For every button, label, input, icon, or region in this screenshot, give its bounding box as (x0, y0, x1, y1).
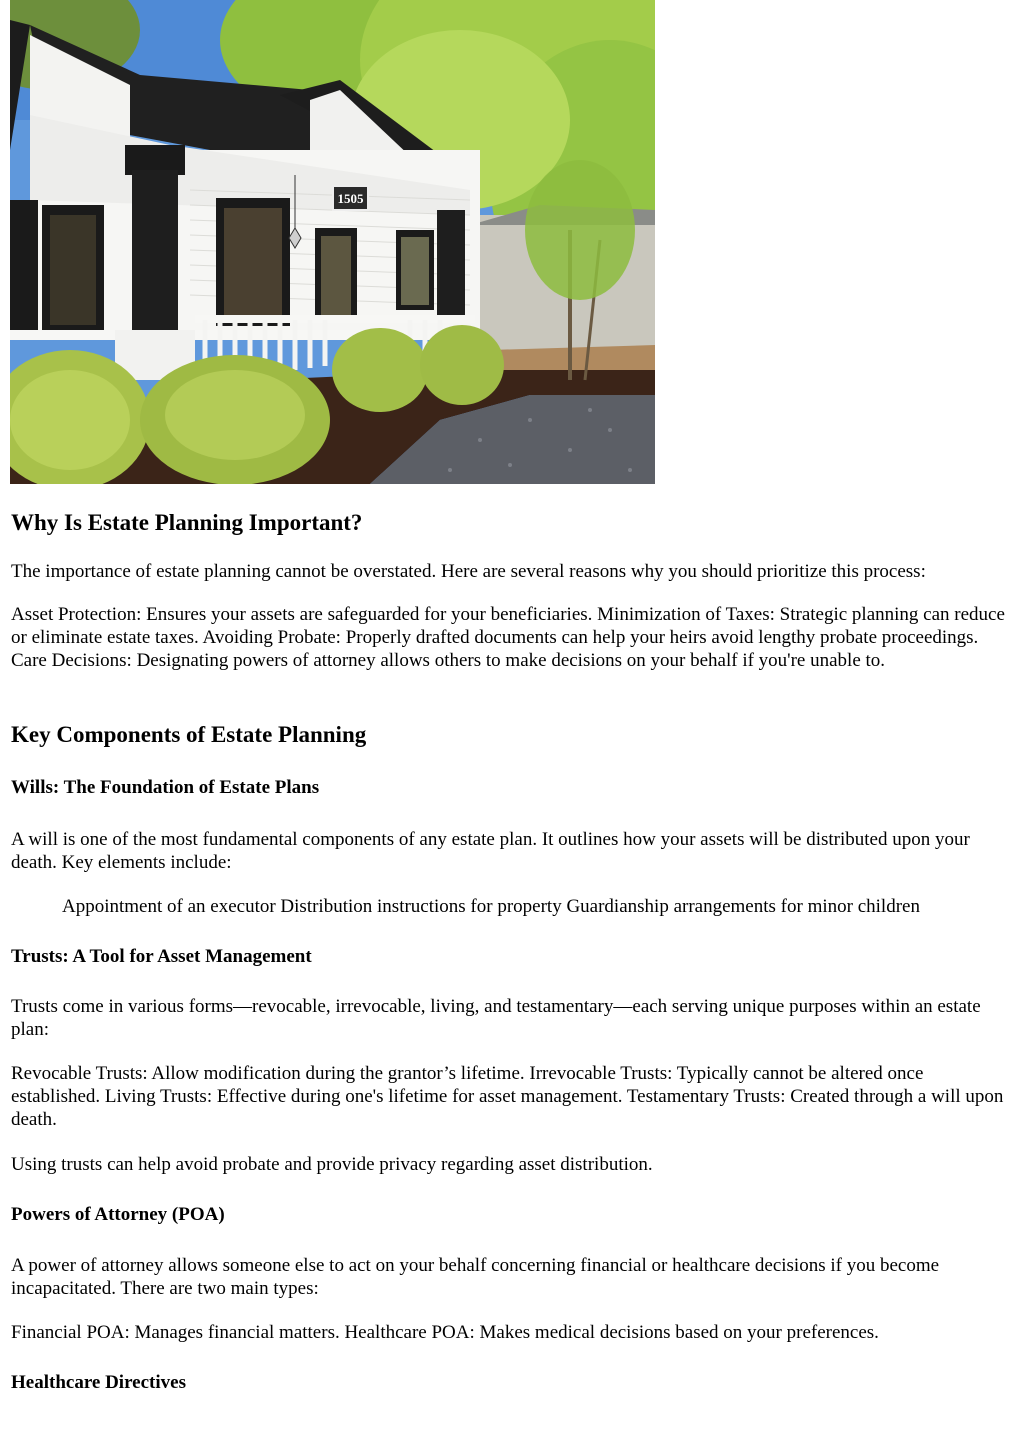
wills-paragraph: A will is one of the most fundamental components of any estate plan. It outlines how your assets will be distributed upon your death. Key elements include: (11, 829, 970, 873)
poa-paragraph: A power of attorney allows someone else to act on your behalf concerning financial or healthcare decisions if you become incapacitated. There are two main types: (11, 1255, 940, 1299)
poa-heading: Powers of Attorney (POA) (11, 1204, 225, 1225)
why-heading: Why Is Estate Planning Important? (11, 510, 363, 535)
trusts-paragraph: Trusts come in various forms—revocable, irrevocable, living, and testamentary—each serving unique purposes within an estate plan: (11, 996, 981, 1040)
wills-heading: Wills: The Foundation of Estate Plans (11, 777, 320, 798)
trusts-heading: Trusts: A Tool for Asset Management (11, 946, 312, 967)
house-photo (10, 0, 655, 484)
wills-list: Appointment of an executor Distribution instructions for property Guardianship arrangements for minor children (62, 896, 920, 917)
poa-types-paragraph: Financial POA: Manages financial matters. Healthcare POA: Makes medical decisions based on your preferences. (11, 1322, 879, 1343)
house-number-text: 1505 (337, 191, 364, 206)
why-reasons-paragraph: Asset Protection: Ensures your assets are safeguarded for your beneficiaries. Minimization of Taxes: Strategic planning can reduce or eliminate estate taxes. Avoiding Probate: Properly drafted documents can help your heirs avoid lengthy probate proceedings. Care Decisions: Designating powers of attorney allows others to make decisions on your behalf if you're unable to. (11, 604, 1005, 671)
trusts-note-paragraph: Using trusts can help avoid probate and provide privacy regarding asset distribution. (11, 1154, 653, 1175)
trusts-types-paragraph: Revocable Trusts: Allow modification during the grantor’s lifetime. Irrevocable Trusts: Typically cannot be altered once established. Living Trusts: Effective during one's lifetime for asset management. Testamentary Trusts: Created through a will upon death. (11, 1063, 1004, 1130)
why-intro-paragraph: The importance of estate planning cannot be overstated. Here are several reasons why you should prioritize this process: (11, 561, 926, 582)
key-components-heading: Key Components of Estate Planning (11, 722, 367, 747)
healthcare-directives-heading: Healthcare Directives (11, 1372, 186, 1393)
